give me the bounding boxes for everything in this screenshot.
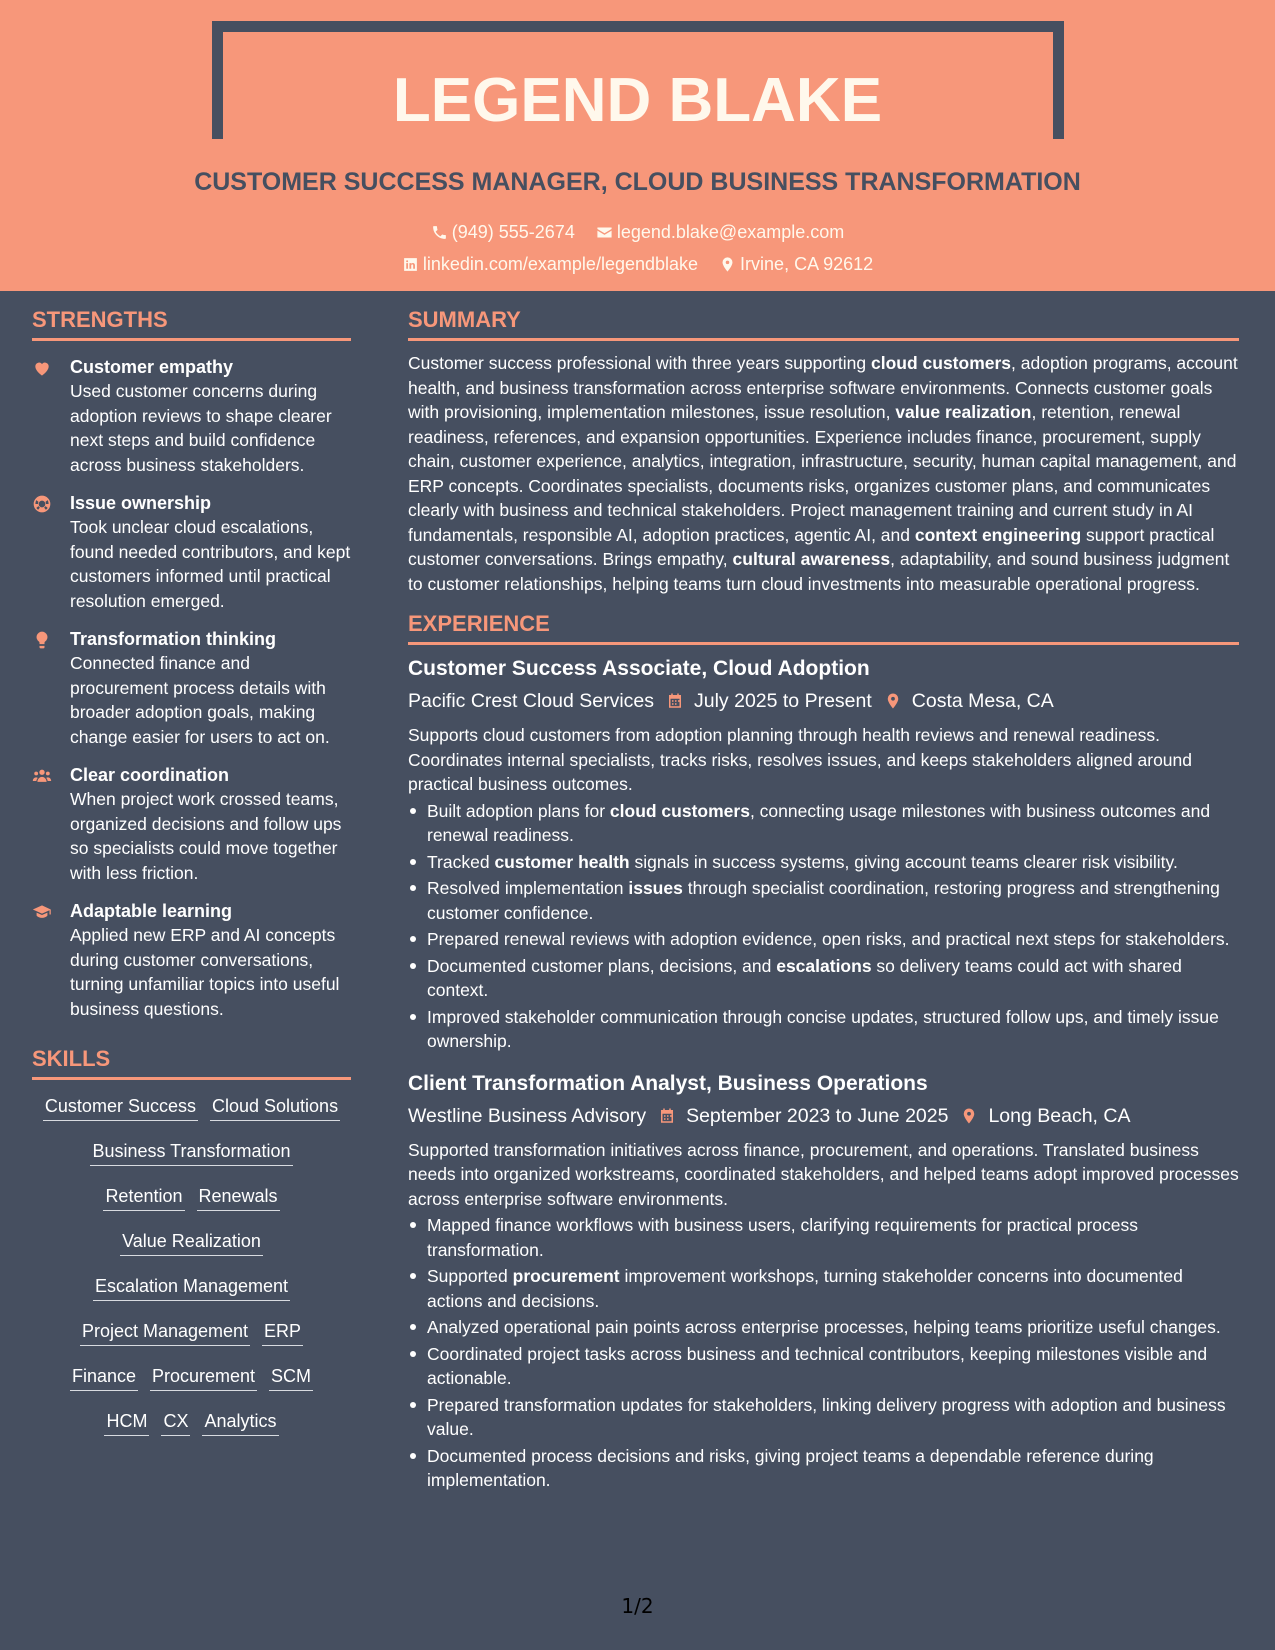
- strength-item: [32, 899, 351, 1021]
- strength-title: Clear coordination: [70, 765, 230, 785]
- job-meta: [408, 687, 1239, 715]
- skill-tag: Procurement: [150, 1364, 257, 1391]
- skill-tag: Customer Success: [43, 1094, 198, 1121]
- phone-text: (949) 555-2674: [451, 222, 575, 242]
- job-company: Westline Business Advisory: [408, 1104, 647, 1127]
- users-icon: [32, 766, 52, 786]
- phone-icon: [431, 224, 448, 241]
- skill-tag: Business Transformation: [90, 1139, 292, 1166]
- strength-text: Applied new ERP and AI concepts during customer conversations, turning unfamiliar topics into useful business questions.: [70, 925, 340, 1019]
- job-bullets: [408, 1213, 1239, 1493]
- strength-text: Connected finance and procurement process details with broader adoption goals, making change easier for users to act on.: [70, 653, 330, 747]
- bullet-item: Prepared transformation updates for stakeholders, linking delivery progress with adoption and business value.: [408, 1393, 1239, 1442]
- bullet-item: Coordinated project tasks across business and technical contributors, keeping milestones visible and actionable.: [408, 1342, 1239, 1391]
- job-title: CUSTOMER SUCCESS MANAGER, CLOUD BUSINESS TRANSFORMATION: [194, 168, 1081, 196]
- job-description: Supports cloud customers from adoption planning through health reviews and renewal readiness. Coordinates internal specialists, tracks risks, resolves issues, and keeps stakeholders aligned around practical business outcomes.: [408, 725, 1193, 794]
- skill-tag: SCM: [269, 1364, 313, 1391]
- location-contact: [719, 252, 873, 276]
- email-contact[interactable]: [596, 220, 844, 244]
- contact-row-2: [0, 252, 1275, 279]
- lifebuoy-icon: [32, 494, 52, 514]
- section-divider: [408, 338, 1239, 341]
- calendar-icon: [658, 1107, 676, 1125]
- bullet-item: Documented customer plans, decisions, and escalations so delivery teams could act with shared context.: [408, 954, 1239, 1003]
- resume-header: [0, 0, 1275, 291]
- right-column: [408, 306, 1239, 1495]
- strength-item: [32, 763, 351, 885]
- job-dates: July 2025 to Present: [694, 690, 872, 712]
- strengths-heading: STRENGTHS: [32, 307, 168, 332]
- contact-row-1: [0, 220, 1275, 247]
- jobs-list: [408, 655, 1239, 1493]
- strength-body: [70, 355, 351, 477]
- location-text: Irvine, CA 92612: [740, 254, 874, 274]
- job-location: Long Beach, CA: [988, 1104, 1131, 1127]
- strength-title: Adaptable learning: [70, 901, 233, 921]
- strength-title: Issue ownership: [70, 493, 212, 513]
- section-divider: [32, 338, 351, 341]
- strength-title: Transformation thinking: [70, 629, 277, 649]
- strength-icon-wrap: [32, 763, 70, 885]
- map-pin-icon: [884, 692, 902, 710]
- strength-item: [32, 491, 351, 613]
- skill-row: [32, 1139, 351, 1184]
- skill-row: [32, 1229, 351, 1274]
- bullet-item: Tracked customer health signals in success systems, giving account teams clearer risk visibility.: [408, 850, 1239, 875]
- map-pin-icon: [719, 256, 736, 273]
- linkedin-text: linkedin.com/example/legendblake: [422, 254, 699, 274]
- skills-section: [32, 1045, 351, 1454]
- strength-title: Customer empathy: [70, 357, 234, 377]
- page-number: 1/2: [621, 1594, 654, 1618]
- strengths-section: [32, 306, 351, 1021]
- job-bullets: [408, 799, 1239, 1054]
- skill-row: [32, 1319, 351, 1364]
- bullet-item: Built adoption plans for cloud customers, connecting usage milestones with business outcomes and renewal readiness.: [408, 799, 1239, 848]
- job-role: Client Transformation Analyst, Business Operations: [408, 1071, 928, 1095]
- strength-body: [70, 627, 351, 749]
- experience-section: [408, 610, 1239, 1493]
- strength-body: [70, 491, 351, 613]
- skill-tag: Renewals: [197, 1184, 280, 1211]
- phone-contact[interactable]: [431, 220, 575, 244]
- linkedin-contact[interactable]: [402, 252, 698, 276]
- skill-row: [32, 1274, 351, 1319]
- skill-tag: ERP: [262, 1319, 303, 1346]
- bullet-item: Documented process decisions and risks, giving project teams a dependable reference during implementation.: [408, 1444, 1239, 1493]
- strength-text: When project work crossed teams, organized decisions and follow ups so specialists could move together with less friction.: [70, 789, 342, 883]
- email-text: legend.blake@example.com: [616, 222, 845, 242]
- linkedin-icon: [402, 256, 419, 273]
- strength-icon-wrap: [32, 627, 70, 749]
- graduation-cap-icon: [32, 902, 52, 922]
- skill-tag: Cloud Solutions: [210, 1094, 340, 1121]
- job-location: Costa Mesa, CA: [911, 690, 1054, 712]
- skill-row: [32, 1364, 351, 1409]
- bullet-item: Improved stakeholder communication through concise updates, structured follow ups, and timely issue ownership.: [408, 1005, 1239, 1054]
- strength-icon-wrap: [32, 899, 70, 1021]
- skill-tag: Project Management: [80, 1319, 250, 1346]
- strength-icon-wrap: [32, 355, 70, 477]
- strength-item: [32, 355, 351, 477]
- skill-tag: Retention: [103, 1184, 184, 1211]
- skill-row: [32, 1409, 351, 1454]
- experience-heading: EXPERIENCE: [408, 611, 550, 636]
- skill-tag: Finance: [70, 1364, 138, 1391]
- strength-icon-wrap: [32, 491, 70, 613]
- skill-row: [32, 1094, 351, 1139]
- strengths-list: [32, 355, 351, 1021]
- summary-section: [408, 306, 1239, 596]
- job-description: Supported transformation initiatives across finance, procurement, and operations. Translated business needs into organized workstreams, coordinated stakeholders, and helped teams adopt improved processes across enterprise software environments.: [408, 1139, 1239, 1209]
- skill-row: [32, 1184, 351, 1229]
- skill-tag: Value Realization: [120, 1229, 263, 1256]
- skill-tag: HCM: [104, 1409, 149, 1436]
- strength-body: [70, 763, 351, 885]
- candidate-name: LEGEND BLAKE: [392, 66, 883, 135]
- summary-heading: SUMMARY: [408, 307, 521, 332]
- bullet-item: Prepared renewal reviews with adoption evidence, open risks, and practical next steps for stakeholders.: [408, 927, 1239, 952]
- strength-text: Took unclear cloud escalations, found needed contributors, and kept customers informed until practical resolution emerged.: [70, 517, 351, 611]
- calendar-icon: [666, 692, 684, 710]
- skills-list: [32, 1094, 351, 1454]
- skill-tag: CX: [161, 1409, 190, 1436]
- strength-body: [70, 899, 351, 1021]
- section-divider: [408, 642, 1239, 645]
- strength-text: Used customer concerns during adoption reviews to shape clearer next steps and build confidence across business stakeholders.: [70, 381, 332, 475]
- bullet-item: Supported procurement improvement workshops, turning stakeholder concerns into documented actions and decisions.: [408, 1264, 1239, 1313]
- job-dates: September 2023 to June 2025: [686, 1104, 949, 1127]
- bullet-item: Resolved implementation issues through specialist coordination, restoring progress and strengthening customer confidence.: [408, 876, 1239, 925]
- bullet-item: Analyzed operational pain points across enterprise processes, helping teams prioritize useful changes.: [408, 1315, 1239, 1340]
- heart-icon: [32, 358, 52, 378]
- strength-item: [32, 627, 351, 749]
- section-divider: [32, 1077, 351, 1080]
- summary-text: Customer success professional with three years supporting cloud customers, adoption programs, account health, and business transformation across enterprise software environments. Connects customer goals with provisioning, implementation milestones, issue resolution, value realization, retention, renewal readiness, references, and expansion opportunities. Experience includes finance, procurement, supply chain, customer experience, analytics, integration, infrastructure, security, human capital management, and ERP concepts. Coordinates specialists, documents risks, organizes customer plans, and communicates clearly with business and technical stakeholders. Project management training and current study in AI fundamentals, responsible AI, adoption practices, agentic AI, and context engineering support practical customer conversations. Brings empathy, cultural awareness, adaptability, and sound business judgment to customer relationships, helping teams turn cloud investments into measurable operational progress.: [408, 353, 1238, 594]
- map-pin-icon: [960, 1107, 978, 1125]
- lightbulb-icon: [32, 630, 52, 650]
- job-entry: [408, 655, 1239, 1054]
- job-role: Customer Success Associate, Cloud Adoption: [408, 657, 870, 680]
- job-entry: [408, 1070, 1239, 1493]
- job-company: Pacific Crest Cloud Services: [408, 690, 654, 712]
- envelope-icon: [596, 224, 613, 241]
- left-column: [32, 306, 351, 1454]
- skill-tag: Analytics: [202, 1409, 278, 1436]
- bullet-item: Mapped finance workflows with business users, clarifying requirements for practical process transformation.: [408, 1213, 1239, 1262]
- skills-heading: SKILLS: [32, 1046, 111, 1071]
- job-meta: [408, 1102, 1239, 1130]
- skill-tag: Escalation Management: [93, 1274, 290, 1301]
